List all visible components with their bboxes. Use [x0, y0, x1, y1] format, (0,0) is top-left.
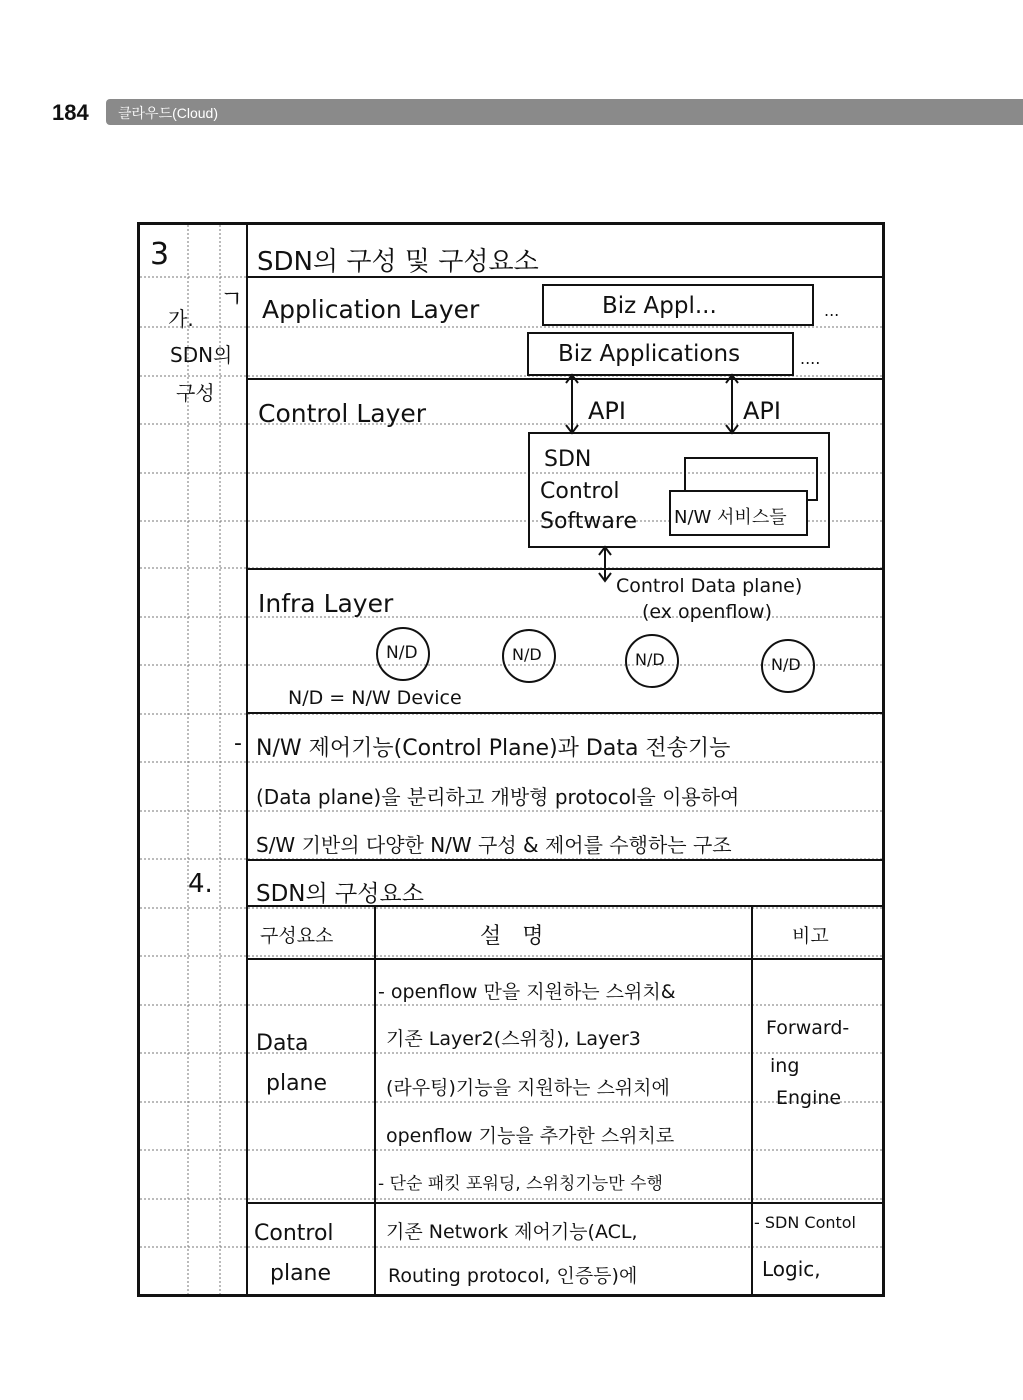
control-layer-label: Control Layer — [258, 399, 427, 428]
api-label-2: API — [743, 397, 781, 425]
subsection-mark: ㄱ — [220, 285, 244, 313]
nd-label-2: N/D — [512, 645, 542, 664]
row1-note-2: ing — [770, 1055, 800, 1077]
chapter-bar — [106, 99, 1023, 125]
row2-component-1: Control — [254, 1221, 334, 1246]
sdn-box-line1: SDN — [544, 447, 592, 472]
nd-legend: N/D = N/W Device — [288, 687, 462, 709]
row2-desc-1: 기존 Network 제어기능(ACL, — [386, 1221, 638, 1243]
biz-appl-dots: ... — [824, 301, 840, 320]
subsection-title-2: 구성 — [176, 381, 215, 405]
subsection-number: 가. — [168, 307, 194, 331]
subsection-title-1: SDN의 — [170, 343, 233, 367]
nw-services-label: N/W 서비스들 — [674, 507, 787, 528]
section-4-number: 4. — [188, 869, 213, 899]
desc-line-3: S/W 기반의 다양한 N/W 구성 & 제어를 수행하는 구조 — [256, 833, 732, 857]
row1-component-1: Data — [256, 1031, 309, 1056]
infra-layer-label: Infra Layer — [258, 589, 394, 618]
col-header-note: 비고 — [792, 925, 829, 947]
row2-component-2: plane — [270, 1261, 332, 1286]
page-number: 184 — [52, 100, 89, 125]
row1-desc-3: (라우팅)기능을 지원하는 스위치에 — [386, 1077, 670, 1099]
nd-circles — [377, 628, 814, 692]
col-header-desc: 설 명 — [480, 924, 544, 949]
biz-appl-label: Biz Appl... — [602, 293, 717, 319]
row1-note-3: Engine — [776, 1087, 842, 1109]
api-label-1: API — [588, 397, 626, 425]
section-4-title: SDN의 구성요소 — [256, 881, 424, 907]
desc-dash: - — [234, 731, 242, 756]
row1-desc-5: - 단순 패킷 포워딩, 스위칭기능만 수행 — [378, 1174, 663, 1194]
row1-note-1: Forward- — [766, 1017, 850, 1039]
answer-sheet — [137, 222, 885, 1297]
row1-component-2: plane — [266, 1071, 328, 1096]
biz-apps-label: Biz Applications — [558, 341, 741, 367]
row2-note-1: - SDN Contol — [754, 1213, 856, 1232]
row2-note-2: Logic, — [762, 1257, 821, 1281]
row2-desc-2: Routing protocol, 인증등)에 — [388, 1265, 638, 1287]
desc-line-2: (Data plane)을 분리하고 개방형 protocol을 이용하여 — [256, 785, 740, 809]
chapter-title: 클라우드(Cloud) — [118, 105, 218, 121]
section-3-number: 3 — [150, 237, 170, 272]
col-header-component: 구성요소 — [260, 925, 334, 947]
row1-desc-1: - openflow 만을 지원하는 스위치& — [378, 981, 676, 1003]
sdn-box-line2: Control — [540, 479, 620, 504]
nd-label-4: N/D — [771, 655, 801, 674]
nd-label-3: N/D — [635, 650, 665, 669]
section-3-title: SDN의 구성 및 구성요소 — [257, 247, 539, 277]
row1-desc-4: openflow 기능을 추가한 스위치로 — [386, 1125, 675, 1147]
openflow-example: (ex openflow) — [642, 601, 773, 623]
nd-label-1: N/D — [386, 643, 418, 663]
biz-apps-dots: .... — [800, 349, 821, 368]
row1-desc-2: 기존 Layer2(스위칭), Layer3 — [386, 1028, 641, 1050]
application-layer-label: Application Layer — [262, 295, 480, 324]
sdn-box-line3: Software — [540, 509, 637, 534]
desc-line-1: N/W 제어기능(Control Plane)과 Data 전송기능 — [256, 736, 731, 761]
control-data-plane-label: Control Data plane) — [616, 575, 803, 597]
